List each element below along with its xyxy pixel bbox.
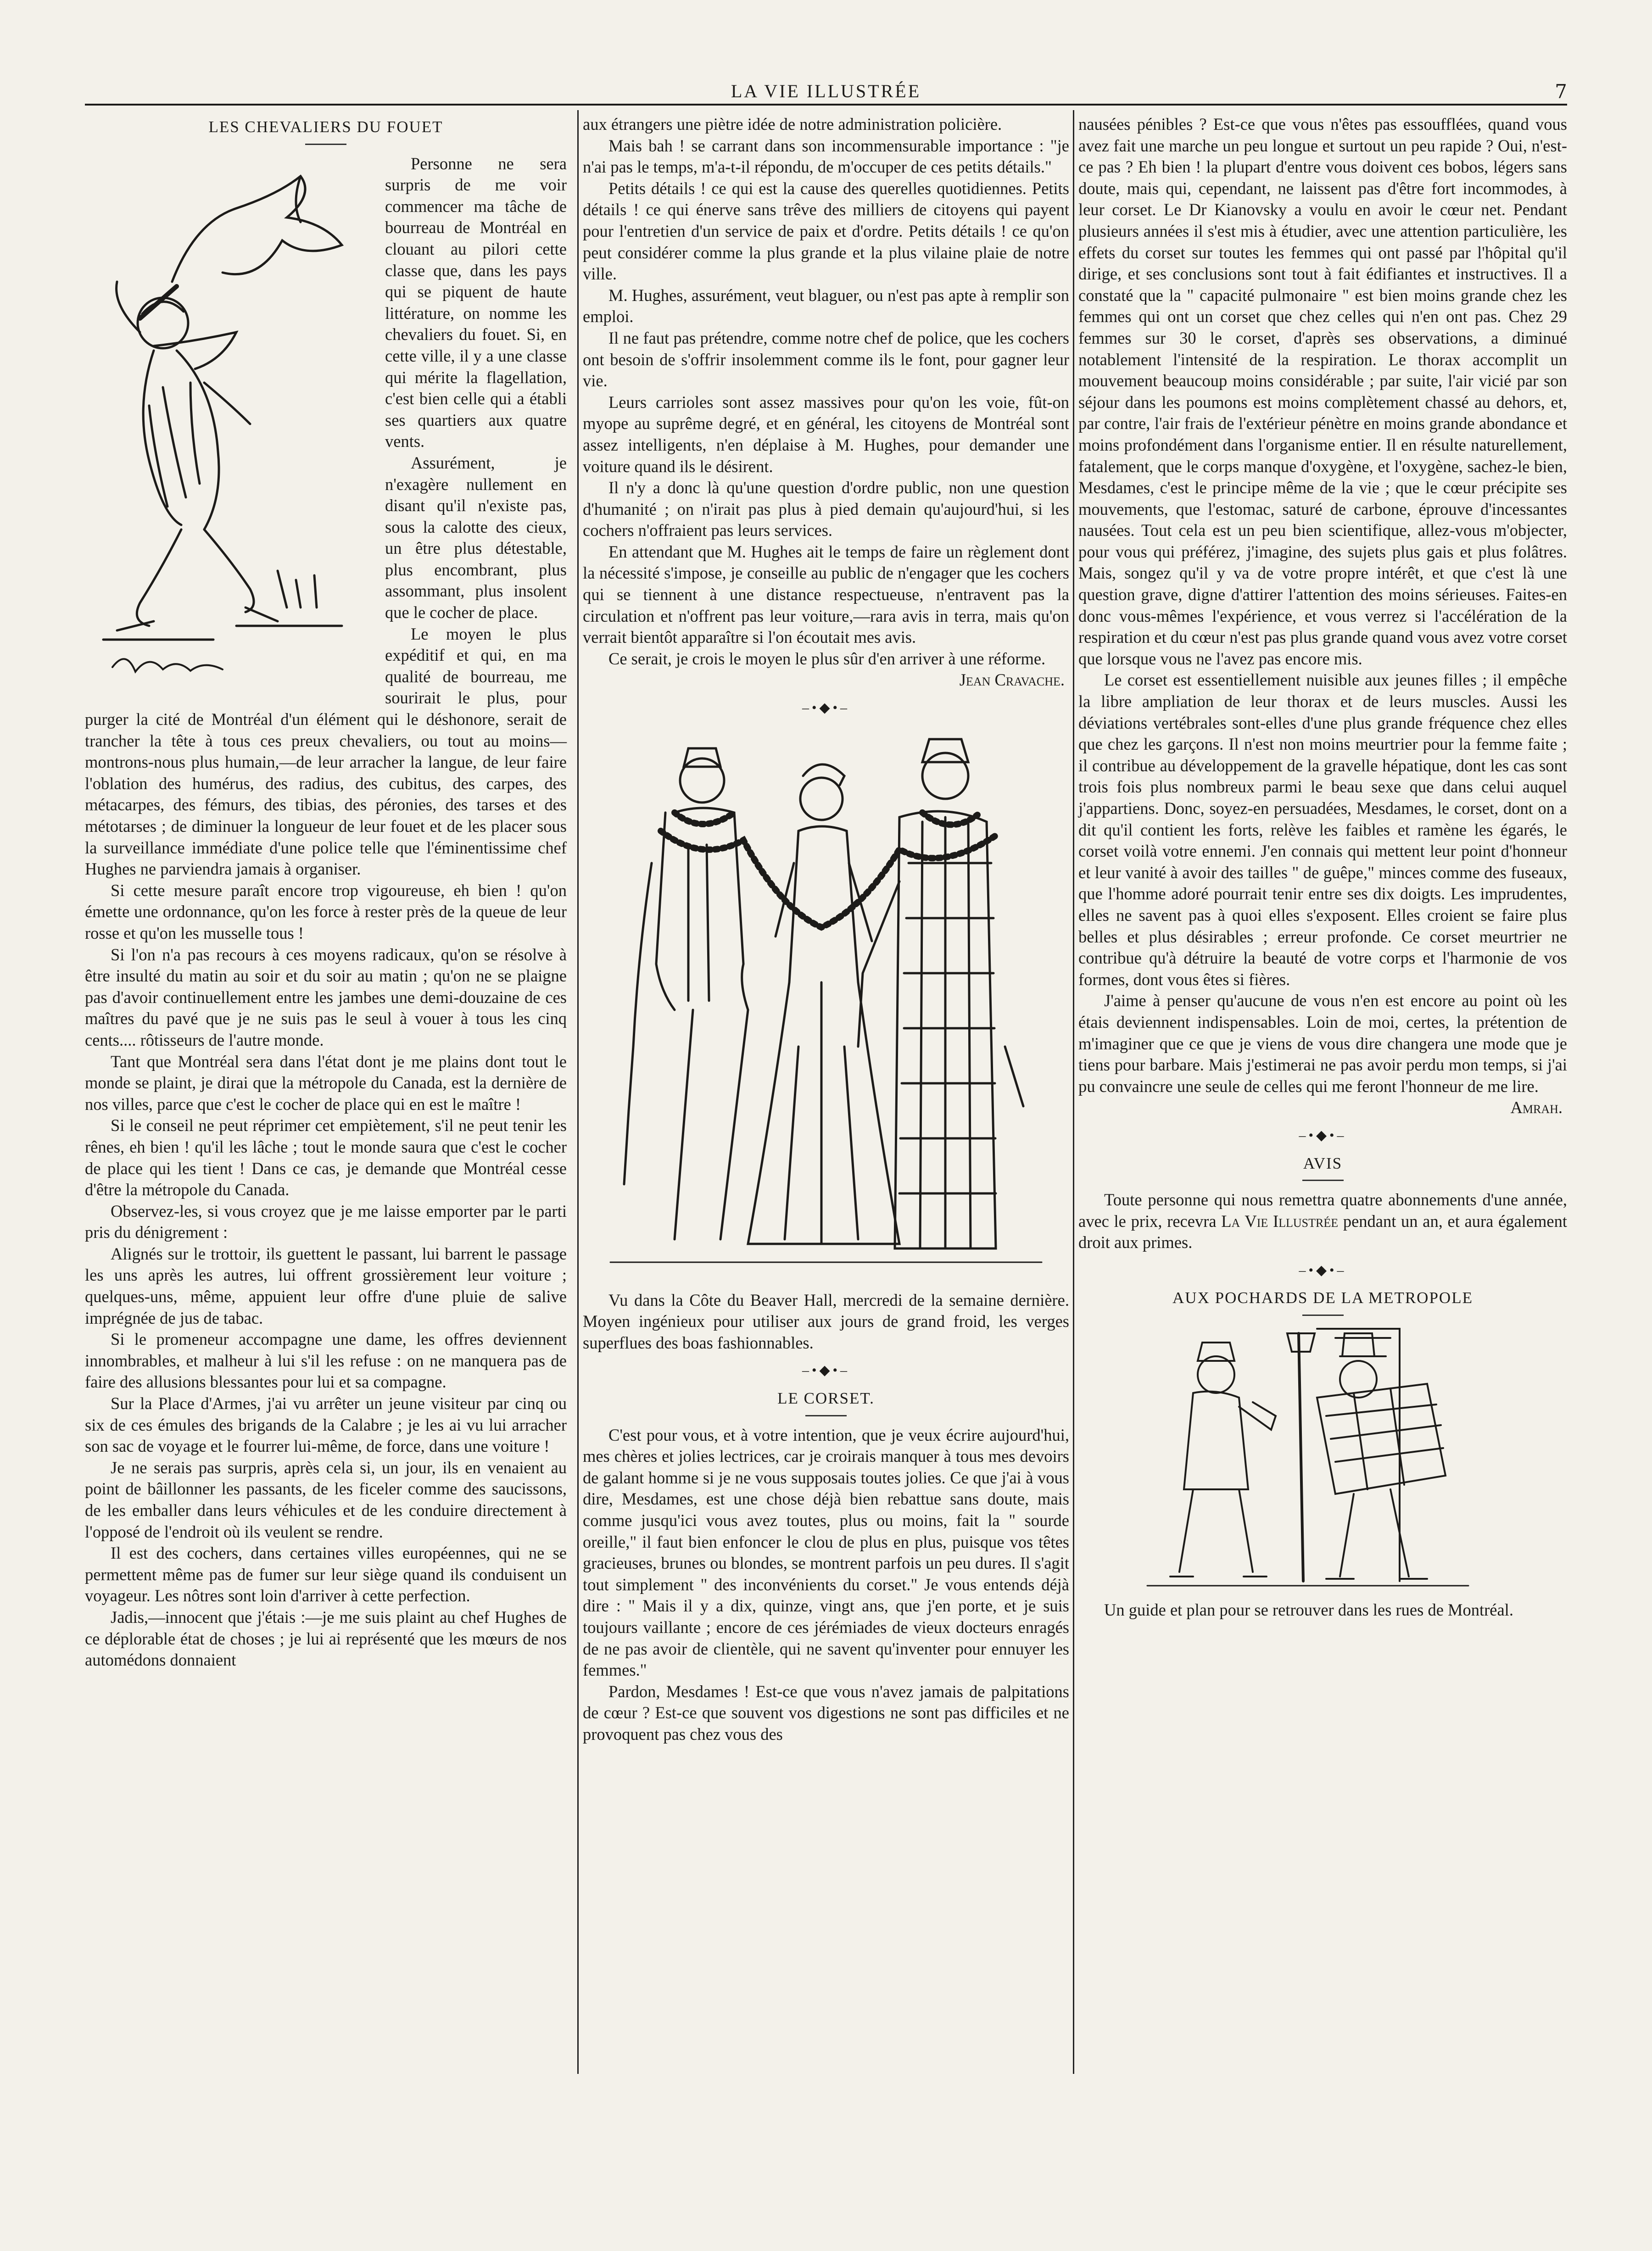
signature-amrah: Amrah. (1510, 1098, 1563, 1117)
column-1 (85, 114, 567, 1671)
column-rule-2 (1073, 110, 1074, 2074)
paragraph: Il n'y a donc là qu'une question d'ordre public, non une question d'humanité ; on n'irait pas plus à pied demain qu'aujourd'hui, si les cochers n'offraient pas leurs services. (583, 478, 1069, 540)
header-rule (85, 104, 1567, 106)
page-number: 7 (1555, 80, 1567, 103)
column-rule-1 (577, 110, 579, 2074)
paragraph: Personne ne sera surpris de me voir commencer ma tâche de bourreau de Montréal en clouant au pilori cette classe que, dans les pays qui se piquent de haute littérature, on nomme les chevaliers du fouet. Si, en cette ville, il y a une classe qui mérite la flagellation, c'est bien celle qui a établi ses quartiers aux quatre vents. (385, 154, 567, 451)
paragraph: Si le promeneur accompagne une dame, les offres deviennent innombrables, et malheur à lui s'il les refuse : on ne manquera pas de faire des allusions blessantes pour lui et sa compagne. (85, 1330, 567, 1392)
paragraph: Assurément, je n'exagère nullement en disant qu'il n'existe pas, sous la calotte des cieux, un être plus détestable, plus encombrant, plus assommant, plus insolent que le cocher de place. (385, 453, 567, 622)
paragraph: nausées pénibles ? Est-ce que vous n'êtes pas essoufflées, quand vous avez fait une marche un peu longue et surtout un peu rapide ? Oui, n'est-ce pas ? Eh bien ! la plupart d'entre vous doivent ces bobos, légers sans doute, mais qui, cependant, ne laissent pas d'être fort incommodes, à leur corset. Le Dr Kianovsky a voulu en avoir le cœur net. Pendant plusieurs années il s'est mis à étudier, avec une attention particulière, les effets du corset sur toutes les femmes qui ont passé par l'hôpital qu'il dirige, et ses conclusions sont tout à fait édifiantes et instructives. Il a constaté que la " capacité pulmonaire " est bien moins grande chez les femmes qui ont un corset que chez celles qui n'en ont pas. Chez 29 femmes sur 30 le corset, d'après ses observations, a diminué notablement l'intensité de la respiration. Le thorax accomplit un mouvement beaucoup moins considérable ; par suite, l'air vicié par son séjour dans les poumons est moins complètement chassé au dehors, et, par contre, l'air frais de l'extérieur pénètre en moins grande abondance et moins profondément dans l'organisme entier. Il en résulte naturellement, fatalement, que le corps manque d'oxygène, et l'oxygène, sachez-le bien, Mesdames, c'est le principe même de la vie ; que le cœur précipite ses mouvements, que l'estomac, saturé de carbone, éprouve d'incessantes nausées. Tout cela est un peu bien scientifique, allez-vous m'objecter, pour vous qui préférez, j'imagine, des sujets plus gais et plus folâtres. Mais, songez qu'il y va de votre propre intérêt, et que c'est là une question grave, digne d'attirer l'attention des moins sérieuses. Faites-en donc vous-mêmes l'expérience, et vous verrez si l'accélération de la respiration et du cœur n'est pas plus grande quand vous avez votre corset que lorsque vous ne l'avez pas encore mis. (1078, 115, 1567, 668)
paragraph: Jadis,—innocent que j'étais :—je me suis plaint au chef Hughes de ce déplorable état de choses ; je lui ai représenté que les mœurs de nos automédons donnaient (85, 1607, 567, 1670)
signature-jean-cravache: Jean Cravache. (959, 670, 1065, 690)
ornament-divider: –•◆•– (802, 1363, 850, 1378)
paragraph: Mais bah ! se carrant dans son incommensurable importance : "je n'ai pas le temps, m'a-t-il répondu, de m'occuper de ces petits détails." (583, 136, 1069, 177)
heading-rule (805, 1415, 847, 1416)
paragraph: Sur la Place d'Armes, j'ai vu arrêter un jeune visiteur par cinq ou six de ces émules des brigands de la Calabre ; je les ai vu lui arracher son sac de voyage et le fourrer lui-même, de force, dans une voiture ! (85, 1394, 567, 1456)
column-2 (583, 114, 1069, 1745)
ornament-divider: –•◆•– (1299, 1127, 1347, 1143)
paragraph: Il est des cochers, dans certaines villes européennes, qui ne se permettent même pas de fumer sur leur siège quand ils conduisent un voyageur. Les nôtres sont loin d'arriver à cette perfection. (85, 1543, 567, 1605)
notice-text-after: pendant un an, et aura également droit aux primes. (1078, 1211, 1568, 1252)
beaver-hall-illustration (583, 725, 1069, 1290)
notice-journal-name: La Vie Illustrée (1221, 1211, 1339, 1231)
article-heading-pochards: AUX POCHARDS DE LA METROPOLE (1172, 1289, 1473, 1307)
paragraph: Observez-les, si vous croyez que je me laisse emporter par le parti pris du dénigrement : (85, 1201, 567, 1242)
paragraph: aux étrangers une piètre idée de notre administration policière. (583, 115, 1002, 134)
heading-rule (1302, 1315, 1344, 1316)
ornament-divider: –•◆•– (802, 700, 850, 716)
paragraph: Alignés sur le trottoir, ils guettent le passant, lui barrent le passage les uns après les autres, lui offrent grossièrement leur voiture ; quelques-uns, même, appuient leur offre d'une pluie de salive imprégnée de jus de tabac. (85, 1244, 567, 1327)
paragraph: Il ne faut pas prétendre, comme notre chef de police, que les cochers ont besoin de s'offrir insolemment comme ils le font, pour gagner leur vie. (583, 328, 1069, 390)
journal-title: LA VIE ILLUSTRÉE (731, 81, 921, 101)
paragraph: Si cette mesure paraît encore trop vigoureuse, eh bien ! qu'on émette une ordonnance, qu'on les force à rester près de la queue de leur rosse et qu'on les musselle tous ! (85, 880, 567, 942)
paragraph: Leurs carrioles sont assez massives pour qu'on les voie, fût-on myope au suprême degré, et en général, les citoyens de Montréal sont assez intelligents, n'en déplaise à M. Hughes, pour demander une voiture quand ils le désirent. (583, 392, 1069, 476)
article-heading-chevaliers: LES CHEVALIERS DU FOUET (208, 118, 443, 136)
paragraph: Pardon, Mesdames ! Est-ce que vous n'avez jamais de palpitations de cœur ? Est-ce que souvent vos digestions ne sont pas difficiles et ne provoquent pas chez vous des (583, 1682, 1069, 1744)
column-3 (1078, 114, 1567, 1621)
paragraph: Le moyen le plus expéditif et qui, en ma qualité de bourreau, me sourirait le plus, pour purger la cité de Montréal d'un élément qui le déshonore, serait de trancher la tête à tous ces preux chevaliers, ou tout au moins—montrons-nous plus humain,—de leur arracher la langue, de leur faire l'oblation des humérus, des radius, des cubitus, des carpes, des métacarpes, des fémurs, des tibias, des péronies, des tarses et des métotarses ; de diminuer la longueur de leur fouet et de les placer sous la surveillance immédiate d'une police telle que l'éminentissime chef Hughes ne parviendra jamais à organiser. (85, 624, 567, 879)
pochards-illustration (1078, 1324, 1567, 1599)
notice-text-before: Toute personne qui nous remettra quatre abonnements d'une année, avec le prix, recevra (1078, 1190, 1567, 1231)
notice-paragraph (1078, 1189, 1567, 1254)
coachman-with-whip-drawing (85, 167, 374, 695)
ornament-divider: –•◆•– (1299, 1262, 1347, 1278)
paragraph: Ce serait, je crois le moyen le plus sûr d'en arriver à une réforme. (608, 649, 1046, 668)
paragraph: Petits détails ! ce qui est la cause des querelles quotidiennes. Petits détails ! ce qui énerve sans trêve des milliers de citoyens qui payent pour l'entretien d'un service de paix et d'ordre. Petits détails ! ce qu'on peut considérer comme la plus grande et la plus vilaine plaie de notre ville. (583, 178, 1069, 284)
paragraph: Tant que Montréal sera dans l'état dont je me plains dont tout le monde se plaint, je dirai que la métropole du Canada, est la dernière de nos villes, parce que c'est le cocher de place qui en est le maître ! (85, 1052, 567, 1114)
paragraph: Si l'on n'a pas recours à ces moyens radicaux, qu'on se résolve à être insulté du matin au soir et du soir au matin ; qu'on ne se plaigne pas d'avoir continuellement entre les jambes une demi-douzaine de ces maîtres du pavé que je ne suis pas le seul à vouer à tous les cinq cents.... rôtisseurs de l'autre monde. (85, 945, 567, 1049)
notice-heading-avis: AVIS (1303, 1154, 1343, 1172)
illustration-caption: Un guide et plan pour se retrouver dans les rues de Montréal. (1104, 1600, 1513, 1620)
heading-rule (305, 144, 346, 145)
paragraph: Le corset est essentiellement nuisible aux jeunes filles ; il empêche la libre ampliation de leur thorax et de leurs muscles. Aussi les déviations vertébrales sont-elles d'une plus grande fréquence chez elles que chez les garçons. Il n'est non moins meurtrier pour la femme faite ; il contribue au développement de la gravelle hépatique, dont les cas sont trois fois plus nombreux parmi le beau sexe que dans celui auquel j'appartiens. Donc, soyez-en persuadées, Mesdames, le corset, dont on a dit qu'il contient les forts, relève les faibles et ramène les égarés, le corset voilà votre ennemi. J'en connais qui mettent leur point d'honneur et leur vanité à avoir des tailles " de guêpe," minces comme des fuseaux, que l'homme adoré pourrait tenir entre ses dix doigts. Les imprudentes, elles ne savent pas à quoi elles s'exposent. Elles croient se faire plus belles et plus désirables ; erreur profonde. Ce corset meurtrier ne contribue qu'à détruire la beauté de votre corps et l'harmonie de vos formes, dont vous êtes si fières. (1078, 670, 1567, 989)
illustration-caption: Vu dans la Côte du Beaver Hall, mercredi de la semaine dernière. Moyen ingénieux pour utiliser aux jours de grand froid, les verges superflues des boas fashionnables. (583, 1290, 1069, 1352)
paragraph: J'aime à penser qu'aucune de vous n'en est encore au point où les étais deviennent indispensables. Loin de moi, certes, la prétention de m'imaginer que ce que je viens de vous dire changera une mode que je tiens pour barbare. Mais j'estimerai ne pas avoir perdu mon temps, si j'ai pu convaincre une seule de celles qui me feront l'honneur de me lire. (1078, 991, 1567, 1096)
paragraph: En attendant que M. Hughes ait le temps de faire un règlement dont la nécessité s'impose, je conseille au public de n'engager que les cochers qui se tiennent à une distance respectueuse, n'entravent pas la circulation et n'offrent pas leur voiture,—rara avis in terra, mais qu'on verrait bientôt apparaître si l'on écoutait mes avis. (583, 542, 1069, 647)
whip-figure-illustration (85, 167, 374, 695)
three-figures-boa-drawing (583, 725, 1069, 1290)
heading-rule (1302, 1180, 1344, 1181)
paragraph: Je ne serais pas surpris, après cela si, un jour, ils en venaient au point de bâillonner les passants, de les ficeler comme des saucissons, de les emballer dans leurs véhicules et de les conduire directement à l'opposé de l'endroit où ils veulent se rendre. (85, 1458, 567, 1541)
paragraph: Si le conseil ne peut réprimer cet empiètement, s'il ne peut tenir les rênes, eh bien ! qu'il les lâche ; tout le monde saura que c'est le cocher de place qui les tient ! Dans ce cas, je demande que Montréal cesse d'être la métropole du Canada. (85, 1116, 567, 1199)
article-heading-corset: LE CORSET. (777, 1389, 875, 1407)
paragraph: M. Hughes, assurément, veut blaguer, ou n'est pas apte à remplir son emploi. (583, 285, 1069, 326)
two-drunkards-map-drawing (1078, 1324, 1567, 1599)
paragraph: C'est pour vous, et à votre intention, que je veux écrire aujourd'hui, mes chères et jolies lectrices, car je croirais manquer à tous mes devoirs de galant homme si je ne vous supposais toutes jolies. Ce que j'ai à vous dire, Mesdames, est une chose déjà bien rebattue sans doute, mais comme jusqu'ici vous avez toutes, plus ou moins, fait la " sourde oreille," il faut bien enfoncer le clou de plus en plus, puisque vos têtes gracieuses, brunes ou blondes, se montrent parfois un peu dures. Il s'agit tout simplement " des inconvénients du corset." Je vous entends déjà dire : " Mais il y a dix, quinze, vingt ans, que j'en porte, et je suis toujours vaillante ; encore de ces jérémiades de vieux docteurs enragés de ne pas avoir de clientèle, qui ne savent qu'inventer pour ennuyer les femmes." (583, 1425, 1069, 1680)
